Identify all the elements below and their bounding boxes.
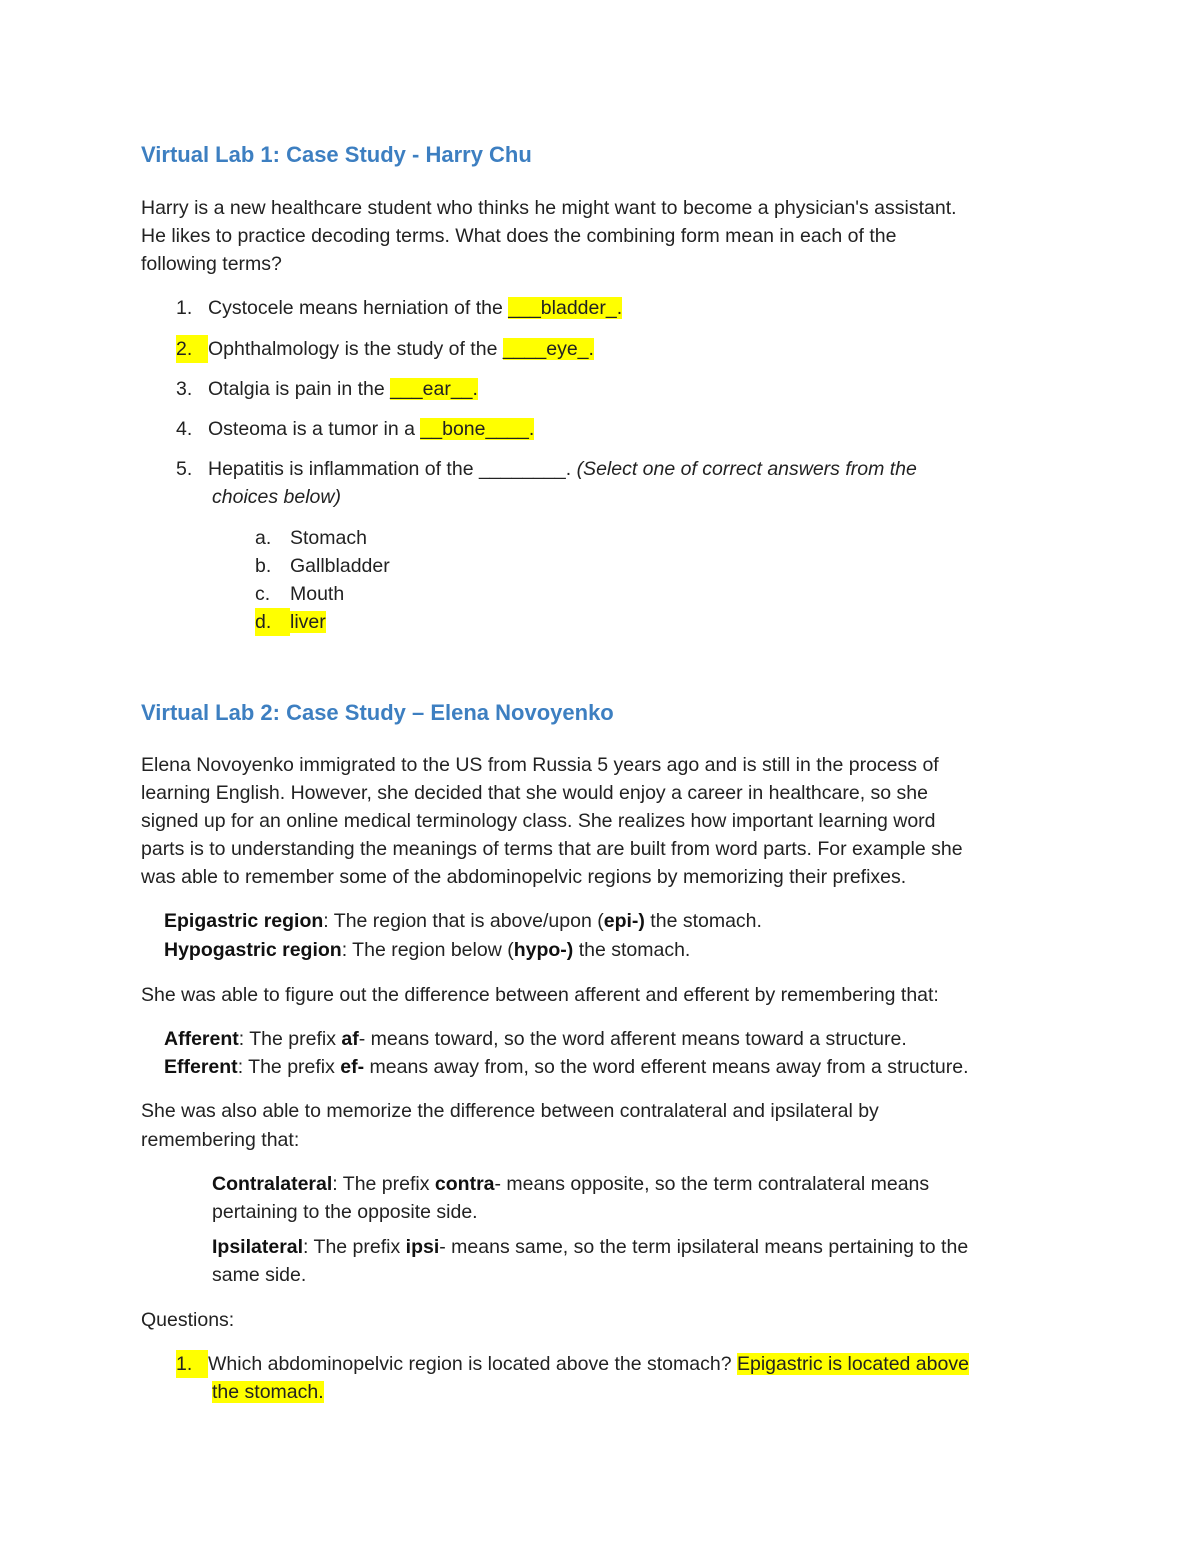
lab2-intro-line-2: learning English. However, she decided that she would enjoy a career in healthcare, so she <box>141 782 928 804</box>
definition-text: the stomach. <box>644 910 762 932</box>
item-number: 1. <box>176 297 193 319</box>
item-number: 3. <box>176 378 193 400</box>
list-item <box>176 375 478 403</box>
item-note-line-2: choices below) <box>212 486 341 508</box>
highlighted-answer: ____eye_. <box>502 338 594 360</box>
region-definition <box>164 936 690 964</box>
definition-text: - means opposite, so the term contralateral means <box>494 1173 930 1195</box>
definition-text: : The prefix <box>303 1236 406 1258</box>
ipsilateral-definition-line-2: same side. <box>212 1264 307 1286</box>
choice-item <box>255 524 367 552</box>
item-text: Osteoma is a tumor in a <box>208 418 421 440</box>
definition-text: - means toward, so the word afferent means toward a structure. <box>358 1028 907 1050</box>
definition-text: : The region below ( <box>341 939 514 961</box>
ipsilateral-definition <box>212 1233 968 1261</box>
choice-letter: d. <box>255 608 290 636</box>
choice-item <box>255 552 390 580</box>
efferent-definition <box>164 1053 969 1081</box>
contralateral-definition <box>212 1170 929 1198</box>
lab1-intro-line-3: following terms? <box>141 253 282 275</box>
definition-text: : The region that is above/upon ( <box>323 910 604 932</box>
definition-text: the stomach. <box>573 939 691 961</box>
choice-item <box>255 608 326 636</box>
list-item <box>176 455 917 483</box>
term: Epigastric region <box>164 910 324 932</box>
term: Contralateral <box>212 1173 333 1195</box>
choice-text: Stomach <box>290 527 367 549</box>
choice-text: liver <box>290 611 326 633</box>
region-definition <box>164 907 762 935</box>
contra-intro-line-1: She was also able to memorize the difference between contralateral and ipsilateral by <box>141 1100 879 1122</box>
choice-text: Mouth <box>290 583 345 605</box>
item-number: 4. <box>176 418 193 440</box>
question-item <box>176 1350 969 1378</box>
prefix: contra <box>434 1173 495 1195</box>
prefix: hypo-) <box>513 939 574 961</box>
item-text: Hepatitis is inflammation of the ________. <box>208 458 577 480</box>
lab1-intro-line-1: Harry is a new healthcare student who thinks he might want to become a physician's assistant. <box>141 197 957 219</box>
lab2-intro-line-5: was able to remember some of the abdominopelvic regions by memorizing their prefixes. <box>141 866 907 888</box>
definition-text: : The prefix <box>237 1056 341 1078</box>
item-number: 5. <box>176 458 193 480</box>
item-text: Ophthalmology is the study of the <box>208 338 503 360</box>
term: Hypogastric region <box>164 939 342 961</box>
list-item <box>176 294 622 322</box>
prefix: af <box>341 1028 359 1050</box>
highlighted-answer: Epigastric is located above <box>736 1353 969 1375</box>
item-text: Otalgia is pain in the <box>208 378 391 400</box>
prefix: ef- <box>340 1056 365 1078</box>
question-text: Which abdominopelvic region is located above the stomach? <box>208 1353 737 1375</box>
list-item <box>176 415 534 443</box>
prefix: ipsi <box>405 1236 440 1258</box>
highlighted-answer: ___ear__. <box>390 378 478 400</box>
item-number: 2. <box>176 335 208 363</box>
contra-intro-line-2: remembering that: <box>141 1129 300 1151</box>
lab2-title: Virtual Lab 2: Case Study – Elena Novoyenko <box>141 700 614 725</box>
item-text: Cystocele means herniation of the <box>208 297 509 319</box>
definition-text: : The prefix <box>332 1173 435 1195</box>
item-note: (Select one of correct answers from the <box>576 458 917 480</box>
choice-text: Gallbladder <box>290 555 390 577</box>
highlighted-answer: ___bladder_. <box>508 297 623 319</box>
questions-label: Questions: <box>141 1309 235 1331</box>
term: Ipsilateral <box>212 1236 304 1258</box>
definition-text: - means same, so the term ipsilateral means pertaining to the <box>439 1236 969 1258</box>
term: Afferent <box>164 1028 239 1050</box>
lab2-intro-line-1: Elena Novoyenko immigrated to the US from Russia 5 years ago and is still in the process of <box>141 754 939 776</box>
afferent-definition <box>164 1025 907 1053</box>
afferent-intro: She was able to figure out the difference between afferent and efferent by remembering that: <box>141 984 939 1006</box>
term: Efferent <box>164 1056 238 1078</box>
choice-letter: c. <box>255 583 271 605</box>
choice-letter: b. <box>255 555 272 577</box>
choice-letter: a. <box>255 527 272 549</box>
question-answer-line-2 <box>212 1378 324 1406</box>
lab1-title: Virtual Lab 1: Case Study - Harry Chu <box>141 142 532 167</box>
question-number: 1. <box>176 1350 208 1378</box>
lab1-intro-line-2: He likes to practice decoding terms. What does the combining form mean in each of the <box>141 225 897 247</box>
definition-text: means away from, so the word efferent means away from a structure. <box>364 1056 969 1078</box>
lab2-intro-line-4: parts is to understanding the meanings of terms that are built from word parts. For example she <box>141 838 963 860</box>
highlighted-answer: __bone____. <box>420 418 535 440</box>
definition-text: : The prefix <box>238 1028 342 1050</box>
highlighted-answer: the stomach. <box>212 1381 324 1403</box>
lab2-intro-line-3: signed up for an online medical terminology class. She realizes how important learning word <box>141 810 936 832</box>
choice-item <box>255 580 344 608</box>
list-item <box>176 335 594 363</box>
prefix: epi-) <box>603 910 645 932</box>
contralateral-definition-line-2: pertaining to the opposite side. <box>212 1201 478 1223</box>
